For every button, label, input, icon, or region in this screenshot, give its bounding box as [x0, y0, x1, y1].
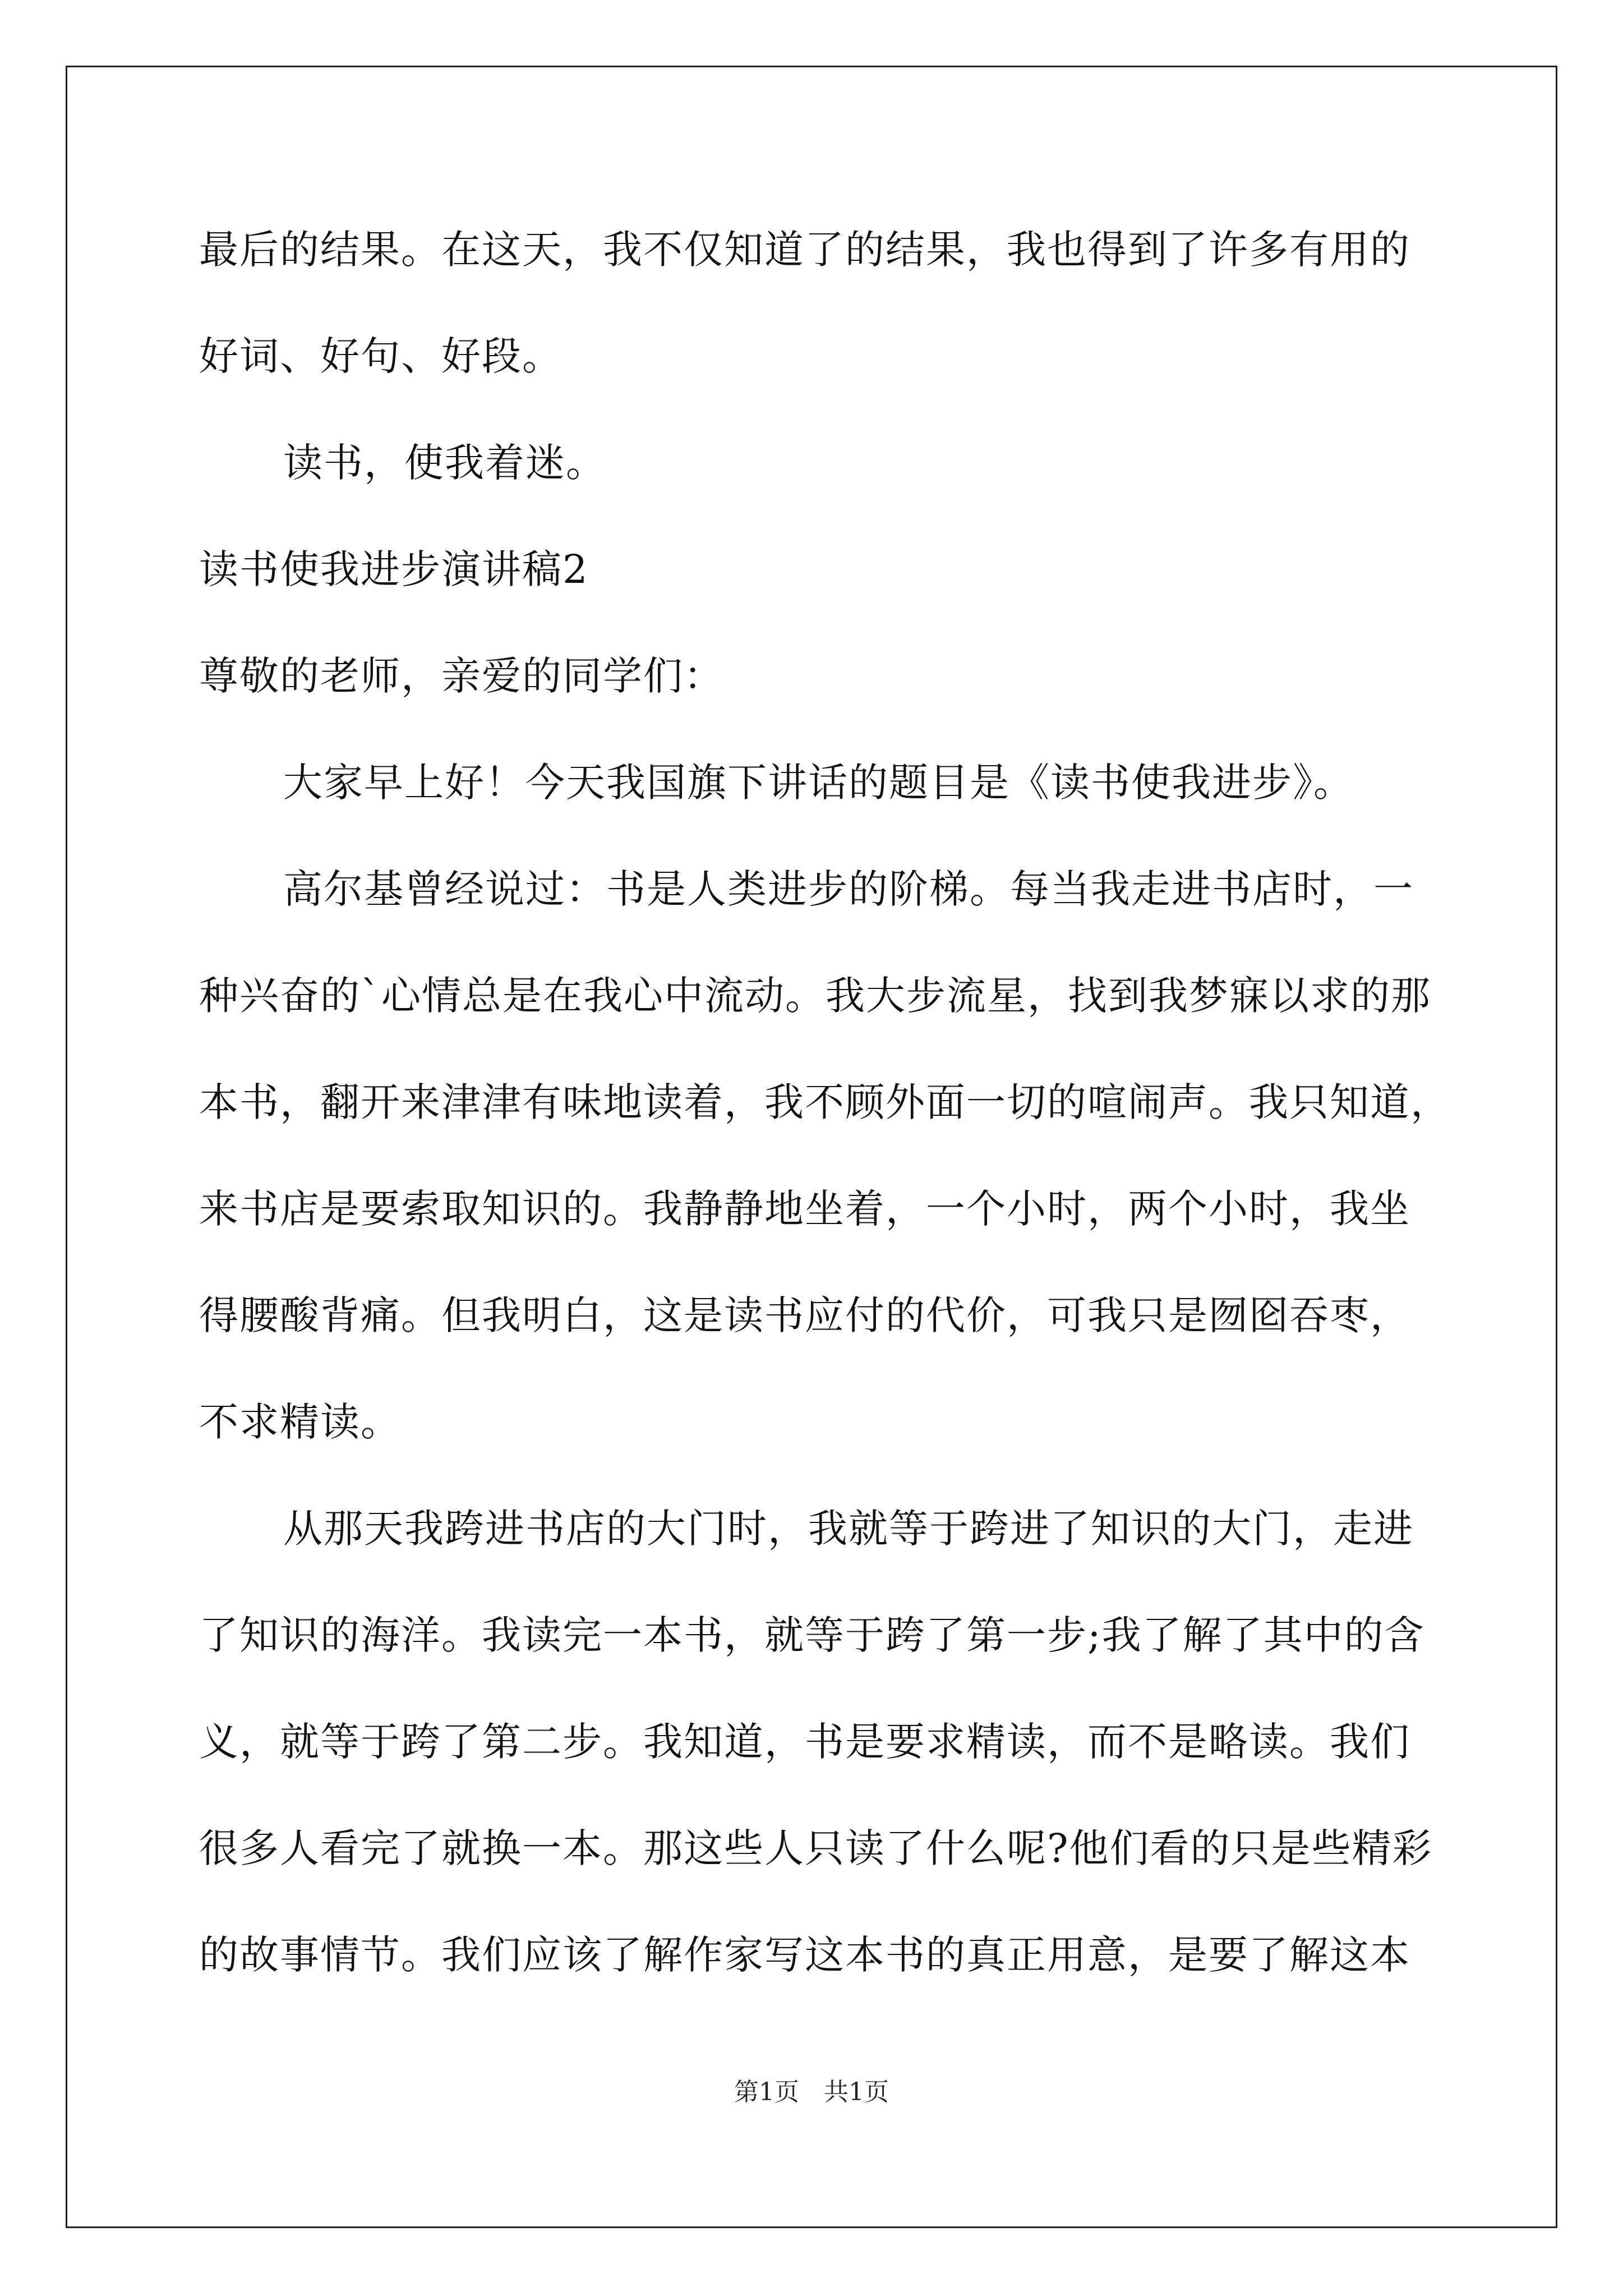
- body-line-12: 不求精读。: [199, 1399, 401, 1445]
- salutation: 尊敬的老师，亲爱的同学们：: [199, 653, 724, 699]
- body-line-7: 高尔基曾经说过：书是人类进步的阶梯。每当我走进书店时，一: [283, 866, 1414, 912]
- body-line-11: 得腰酸背痛。但我明白，这是读书应付的代价，可我只是囫囵吞枣，: [199, 1292, 1410, 1338]
- page-border: [66, 66, 1557, 2228]
- body-line-3: 读书，使我着迷。: [283, 440, 606, 486]
- body-line-1: 最后的结果。在这天，我不仅知道了的结果，我也得到了许多有用的: [199, 227, 1410, 273]
- body-line-17: 的故事情节。我们应该了解作家写这本书的真正用意，是要了解这本: [199, 1932, 1410, 1978]
- section-heading: 读书使我进步演讲稿2: [199, 546, 589, 592]
- body-line-15: 义，就等于跨了第二步。我知道，书是要求精读，而不是略读。我们: [199, 1719, 1410, 1765]
- body-line-13: 从那天我跨进书店的大门时，我就等于跨进了知识的大门，走进: [283, 1506, 1414, 1552]
- body-line-6: 大家早上好！今天我国旗下讲话的题目是《读书使我进步》。: [283, 760, 1354, 806]
- page-footer: 第1页 共1页: [734, 2078, 889, 2106]
- body-line-2: 好词、好句、好段。: [199, 333, 562, 379]
- body-line-9: 本书，翻开来津津有味地读着，我不顾外面一切的喧闹声。我只知道，: [199, 1079, 1451, 1125]
- body-line-10: 来书店是要索取知识的。我静静地坐着，一个小时，两个小时，我坐: [199, 1186, 1410, 1232]
- body-line-14: 了知识的海洋。我读完一本书，就等于跨了第一步;我了解了其中的含: [199, 1612, 1425, 1658]
- body-line-8: 种兴奋的`心情总是在我心中流动。我大步流星，找到我梦寐以求的那: [199, 973, 1431, 1019]
- body-line-16: 很多人看完了就换一本。那这些人只读了什么呢?他们看的只是些精彩: [199, 1825, 1433, 1871]
